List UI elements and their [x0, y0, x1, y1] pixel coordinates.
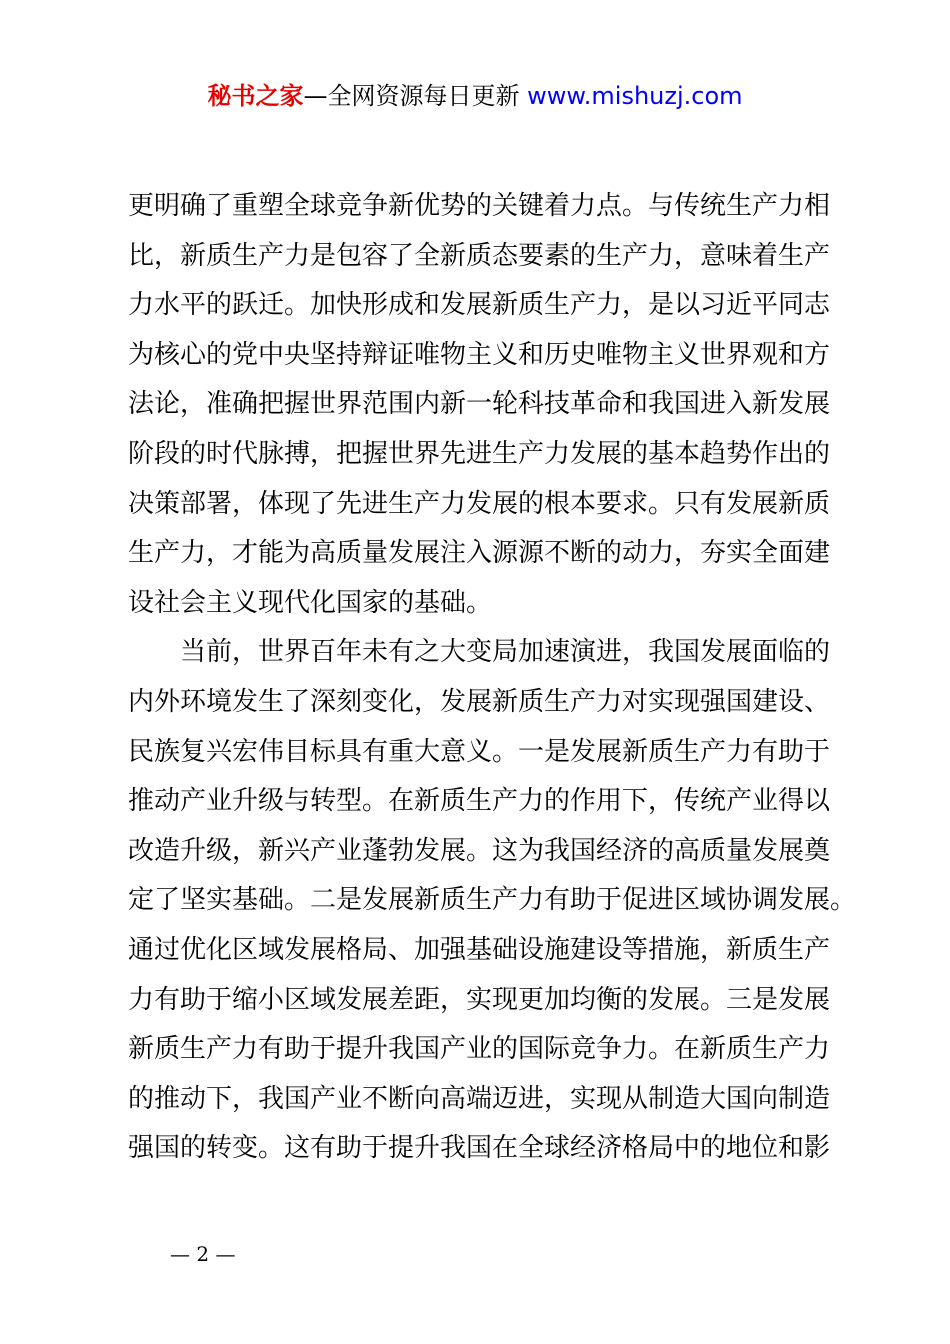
- header-tagline: —全网资源每日更新: [303, 82, 520, 110]
- text-line: 定了坚实基础。二是发展新质生产力有助于促进区域协调发展。: [128, 885, 857, 916]
- text-line: 内外环境发生了深刻变化，发展新质生产力对实现强国建设、: [128, 686, 831, 717]
- text-line: 力有助于缩小区域发展差距，实现更加均衡的发展。三是发展: [128, 984, 831, 1015]
- text-line: 为核心的党中央坚持辩证唯物主义和历史唯物主义世界观和方: [128, 339, 831, 370]
- text-line: 改造升级，新兴产业蓬勃发展。这为我国经济的高质量发展奠: [128, 835, 831, 866]
- text-line: 强国的转变。这有助于提升我国在全球经济格局中的地位和影: [128, 1133, 831, 1164]
- page-number: — 2 —: [170, 1242, 236, 1266]
- header-url[interactable]: www.mishuzj.com: [527, 82, 743, 110]
- text-line: 民族复兴宏伟目标具有重大意义。一是发展新质生产力有助于: [128, 736, 831, 767]
- text-line: 设社会主义现代化国家的基础。: [128, 587, 493, 618]
- text-line: 阶段的时代脉搏，把握世界先进生产力发展的基本趋势作出的: [128, 438, 831, 469]
- text-line: 比，新质生产力是包容了全新质态要素的生产力，意味着生产: [128, 240, 831, 271]
- text-line: 更明确了重塑全球竞争新优势的关键着力点。与传统生产力相: [128, 191, 831, 221]
- text-line: 力水平的跃迁。加快形成和发展新质生产力，是以习近平同志: [128, 290, 831, 321]
- text-line: 推动产业升级与转型。在新质生产力的作用下，传统产业得以: [128, 786, 831, 817]
- text-line: 生产力，才能为高质量发展注入源源不断的动力，夯实全面建: [128, 538, 831, 569]
- text-line: 法论，准确把握世界范围内新一轮科技革命和我国进入新发展: [128, 389, 831, 420]
- brand-name: 秘书之家: [207, 82, 304, 110]
- text-line: 通过优化区域发展格局、加强基础设施建设等措施，新质生产: [128, 934, 831, 965]
- text-line: 新质生产力有助于提升我国产业的国际竞争力。在新质生产力: [128, 1034, 831, 1065]
- text-line: 决策部署，体现了先进生产力发展的根本要求。只有发展新质: [128, 488, 831, 519]
- page-header: [0, 80, 950, 112]
- text-line: 当前，世界百年未有之大变局加速演进，我国发展面临的: [128, 637, 831, 668]
- document-body: [128, 182, 857, 1174]
- text-line: 的推动下，我国产业不断向高端迈进，实现从制造大国向制造: [128, 1083, 831, 1114]
